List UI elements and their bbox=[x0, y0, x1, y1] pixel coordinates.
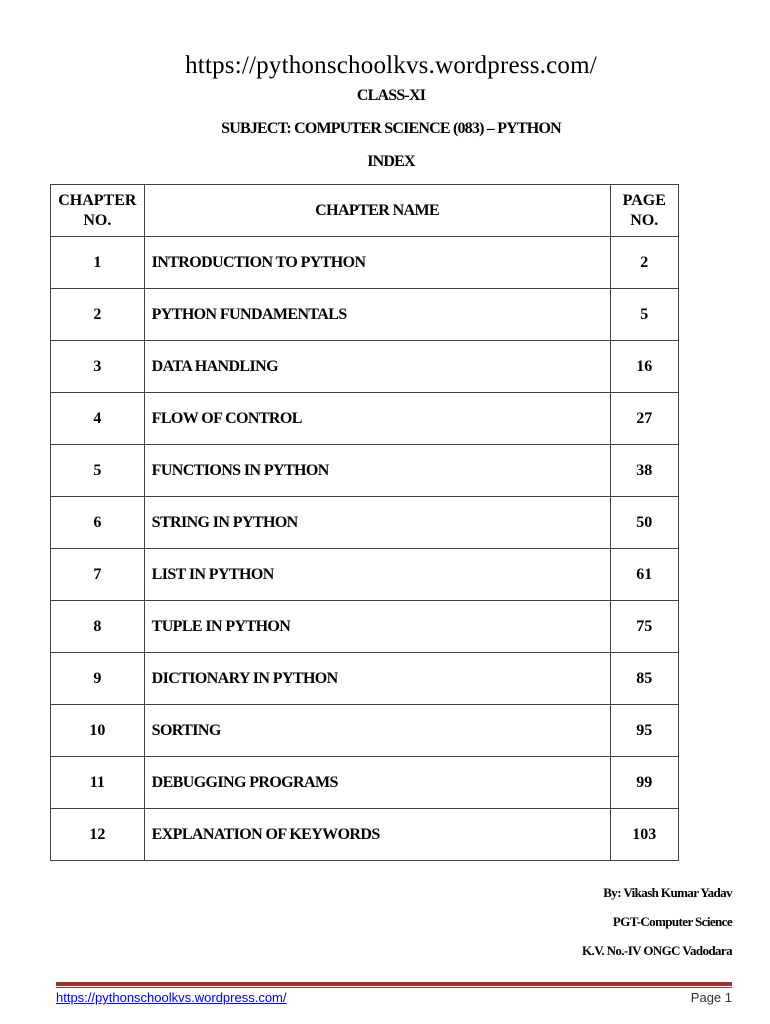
chapter-number: 9 bbox=[51, 653, 145, 705]
chapter-number: 1 bbox=[51, 237, 145, 289]
table-row bbox=[51, 549, 679, 601]
page-number: 95 bbox=[610, 705, 678, 757]
chapter-name: DICTIONARY IN PYTHON bbox=[144, 653, 610, 705]
chapter-name: INTRODUCTION TO PYTHON bbox=[144, 237, 610, 289]
chapter-number: 10 bbox=[51, 705, 145, 757]
chapter-number: 12 bbox=[51, 809, 145, 861]
table-row bbox=[51, 237, 679, 289]
author-role: PGT-Computer Science bbox=[612, 914, 732, 929]
author-name: By: Vikash Kumar Yadav bbox=[603, 885, 732, 900]
table-row bbox=[51, 653, 679, 705]
header-page-no-line2: NO. bbox=[630, 211, 659, 229]
table-row bbox=[51, 601, 679, 653]
table-header-row bbox=[51, 185, 679, 237]
chapter-number: 4 bbox=[51, 393, 145, 445]
chapter-number: 2 bbox=[51, 289, 145, 341]
chapter-name: DATA HANDLING bbox=[144, 341, 610, 393]
subject-label: SUBJECT: COMPUTER SCIENCE (083) – PYTHON bbox=[221, 120, 561, 137]
table-row bbox=[51, 497, 679, 549]
header-page-no-line1: PAGE bbox=[622, 191, 666, 209]
chapter-name: EXPLANATION OF KEYWORDS bbox=[144, 809, 610, 861]
chapter-number: 8 bbox=[51, 601, 145, 653]
site-url-title: https://pythonschoolkvs.wordpress.com/ bbox=[185, 52, 597, 79]
chapter-name: FUNCTIONS IN PYTHON bbox=[144, 445, 610, 497]
footer-divider bbox=[56, 982, 732, 986]
chapter-name: TUPLE IN PYTHON bbox=[144, 601, 610, 653]
chapter-name: PYTHON FUNDAMENTALS bbox=[144, 289, 610, 341]
header-chapter-no bbox=[51, 185, 145, 237]
page-number: 85 bbox=[610, 653, 678, 705]
page-number: 99 bbox=[610, 757, 678, 809]
chapter-name: DEBUGGING PROGRAMS bbox=[144, 757, 610, 809]
author-school: K.V. No.-IV ONGC Vadodara bbox=[582, 943, 732, 958]
chapter-name: SORTING bbox=[144, 705, 610, 757]
chapter-number: 5 bbox=[51, 445, 145, 497]
chapter-number: 11 bbox=[51, 757, 145, 809]
header-chapter-no-line2: NO. bbox=[83, 211, 112, 229]
page-number: 75 bbox=[610, 601, 678, 653]
table-row bbox=[51, 341, 679, 393]
page-number: 50 bbox=[610, 497, 678, 549]
table-row bbox=[51, 393, 679, 445]
class-label: CLASS-XI bbox=[356, 87, 426, 104]
table-row bbox=[51, 757, 679, 809]
chapter-number: 6 bbox=[51, 497, 145, 549]
index-heading: INDEX bbox=[367, 153, 415, 170]
page-number: 5 bbox=[610, 289, 678, 341]
table-row bbox=[51, 809, 679, 861]
page-number: 16 bbox=[610, 341, 678, 393]
footer-site-link[interactable]: https://pythonschoolkvs.wordpress.com/ bbox=[56, 990, 287, 1005]
header-chapter-name: CHAPTER NAME bbox=[144, 185, 610, 237]
footer-page-number: Page 1 bbox=[690, 990, 732, 1005]
chapter-name: FLOW OF CONTROL bbox=[144, 393, 610, 445]
page-number: 103 bbox=[610, 809, 678, 861]
footer-divider-thin bbox=[56, 987, 732, 988]
index-table bbox=[50, 184, 679, 861]
table-row bbox=[51, 445, 679, 497]
page-number: 61 bbox=[610, 549, 678, 601]
page-number: 2 bbox=[610, 237, 678, 289]
chapter-name: STRING IN PYTHON bbox=[144, 497, 610, 549]
page-number: 27 bbox=[610, 393, 678, 445]
chapter-number: 7 bbox=[51, 549, 145, 601]
table-row bbox=[51, 289, 679, 341]
chapter-name: LIST IN PYTHON bbox=[144, 549, 610, 601]
table-row bbox=[51, 705, 679, 757]
chapter-number: 3 bbox=[51, 341, 145, 393]
page-number: 38 bbox=[610, 445, 678, 497]
header-chapter-no-line1: CHAPTER bbox=[58, 191, 137, 209]
header-page-no bbox=[610, 185, 678, 237]
